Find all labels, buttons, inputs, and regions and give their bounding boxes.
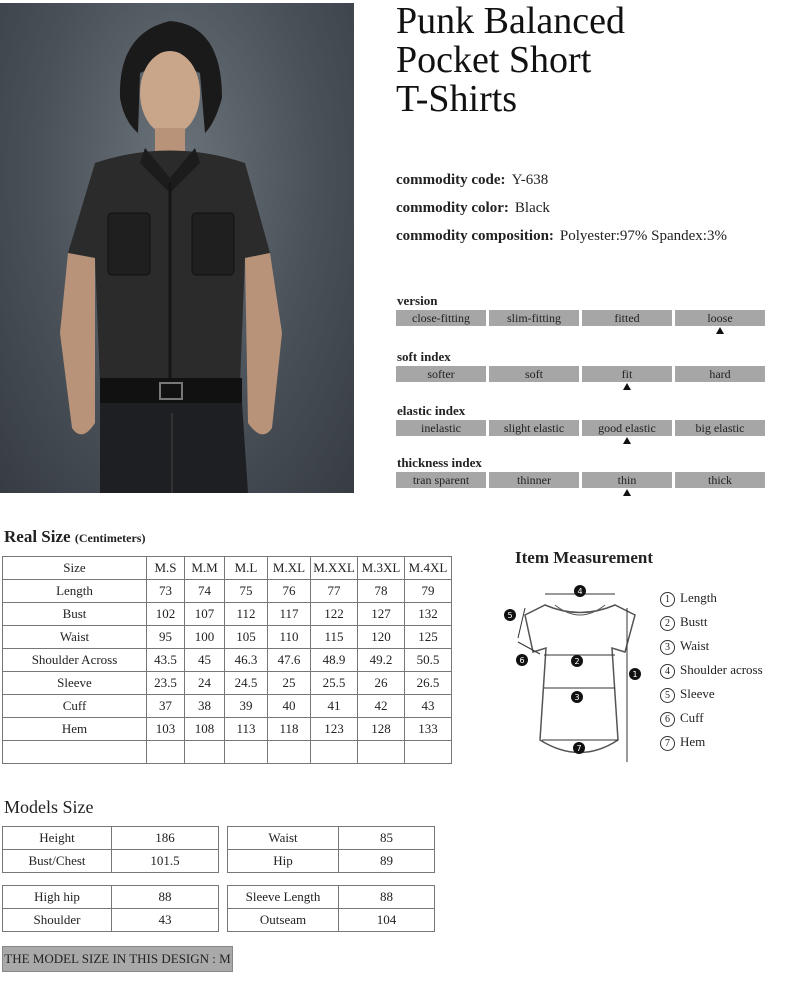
- index-option: good elastic: [582, 420, 672, 436]
- models-size-title: Models Size: [4, 797, 94, 817]
- index-bar: [396, 310, 765, 326]
- table-cell: 88: [339, 886, 435, 909]
- model-size-note: THE MODEL SIZE IN THIS DESIGN : M: [2, 946, 233, 972]
- legend-item: [660, 710, 704, 727]
- size-table: [2, 556, 452, 764]
- models-size-table: [227, 826, 435, 873]
- index-option: softer: [396, 366, 486, 382]
- table-cell: 89: [339, 850, 435, 873]
- table-cell: 76: [268, 580, 311, 603]
- table-row: [228, 886, 435, 909]
- table-cell: [185, 741, 225, 764]
- table-cell: 43: [112, 909, 219, 932]
- table-cell: 24.5: [225, 672, 268, 695]
- legend-item: [660, 662, 763, 679]
- table-cell: 25.5: [311, 672, 358, 695]
- table-cell: Bust: [3, 603, 147, 626]
- legend-item: [660, 590, 717, 607]
- table-cell: 24: [185, 672, 225, 695]
- commodity-code-row: [396, 172, 548, 189]
- table-cell: 75: [225, 580, 268, 603]
- legend-number: 4: [660, 664, 675, 679]
- index-selected-marker: [716, 327, 724, 334]
- table-row: [3, 741, 452, 764]
- index-option: close-fitting: [396, 310, 486, 326]
- table-cell: 40: [268, 695, 311, 718]
- table-cell: 26: [358, 672, 405, 695]
- table-cell: 107: [185, 603, 225, 626]
- index-option: inelastic: [396, 420, 486, 436]
- table-cell: 26.5: [405, 672, 452, 695]
- real-size-unit: (Centimeters): [74, 531, 146, 545]
- svg-text:6: 6: [519, 656, 525, 665]
- table-cell: M.M: [185, 557, 225, 580]
- table-cell: 108: [185, 718, 225, 741]
- svg-text:2: 2: [574, 657, 580, 666]
- table-cell: Cuff: [3, 695, 147, 718]
- table-row: [228, 827, 435, 850]
- index-option: slim-fitting: [489, 310, 579, 326]
- legend-number: 3: [660, 640, 675, 655]
- table-cell: Waist: [228, 827, 339, 850]
- table-row: [3, 649, 452, 672]
- table-cell: [225, 741, 268, 764]
- table-cell: Hem: [3, 718, 147, 741]
- svg-text:4: 4: [577, 587, 583, 596]
- index-selected-marker: [623, 437, 631, 444]
- table-cell: 43.5: [147, 649, 185, 672]
- table-cell: 105: [225, 626, 268, 649]
- models-size-table: [2, 885, 219, 932]
- table-row: [228, 850, 435, 873]
- index-option: loose: [675, 310, 765, 326]
- table-cell: 47.6: [268, 649, 311, 672]
- table-cell: 133: [405, 718, 452, 741]
- legend-number: 7: [660, 736, 675, 751]
- table-cell: Waist: [3, 626, 147, 649]
- table-cell: 101.5: [112, 850, 219, 873]
- table-cell: 37: [147, 695, 185, 718]
- table-cell: 128: [358, 718, 405, 741]
- table-row: [3, 626, 452, 649]
- table-cell: Sleeve Length: [228, 886, 339, 909]
- legend-label: Length: [680, 590, 717, 605]
- table-cell: 49.2: [358, 649, 405, 672]
- legend-number: 5: [660, 688, 675, 703]
- table-cell: 38: [185, 695, 225, 718]
- title-line: T-Shirts: [396, 78, 518, 120]
- product-photo: [0, 3, 354, 493]
- table-row: [228, 909, 435, 932]
- legend-number: 1: [660, 592, 675, 607]
- commodity-code-label: commodity code:: [396, 172, 506, 188]
- table-cell: M.L: [225, 557, 268, 580]
- table-cell: M.S: [147, 557, 185, 580]
- table-cell: 74: [185, 580, 225, 603]
- table-cell: [358, 741, 405, 764]
- legend-label: Cuff: [680, 710, 704, 725]
- svg-text:7: 7: [576, 744, 582, 753]
- index-option: thin: [582, 472, 672, 488]
- index-selected-marker: [623, 489, 631, 496]
- title-line: Pocket Short: [396, 39, 592, 81]
- table-cell: Hip: [228, 850, 339, 873]
- legend-label: Bustt: [680, 614, 708, 629]
- commodity-color-row: [396, 200, 550, 217]
- table-cell: [311, 741, 358, 764]
- table-cell: 103: [147, 718, 185, 741]
- index-option: thick: [675, 472, 765, 488]
- index-selected-marker: [623, 383, 631, 390]
- title-line: Punk Balanced: [396, 0, 626, 42]
- table-cell: 88: [112, 886, 219, 909]
- table-cell: 42: [358, 695, 405, 718]
- index-title: elastic index: [397, 403, 466, 418]
- table-cell: 46.3: [225, 649, 268, 672]
- table-row: [3, 603, 452, 626]
- table-cell: 118: [268, 718, 311, 741]
- commodity-color-value: Black: [514, 200, 550, 216]
- commodity-code-value: Y-638: [511, 172, 549, 188]
- legend-label: Shoulder across: [680, 662, 763, 677]
- table-cell: Sleeve: [3, 672, 147, 695]
- index-option: slight elastic: [489, 420, 579, 436]
- table-cell: Shoulder Across: [3, 649, 147, 672]
- real-size-heading: Real Size: [4, 527, 71, 546]
- real-size-title: [4, 527, 145, 547]
- table-row: [3, 827, 219, 850]
- index-option: thinner: [489, 472, 579, 488]
- models-size-table: [2, 826, 219, 873]
- index-option: fit: [582, 366, 672, 382]
- table-cell: 77: [311, 580, 358, 603]
- table-cell: Outseam: [228, 909, 339, 932]
- table-row: [3, 886, 219, 909]
- table-cell: Bust/Chest: [3, 850, 112, 873]
- table-cell: 25: [268, 672, 311, 695]
- table-cell: 95: [147, 626, 185, 649]
- table-cell: 186: [112, 827, 219, 850]
- table-cell: 122: [311, 603, 358, 626]
- table-cell: M.3XL: [358, 557, 405, 580]
- table-cell: 115: [311, 626, 358, 649]
- legend-label: Sleeve: [680, 686, 715, 701]
- table-cell: 104: [339, 909, 435, 932]
- table-cell: 117: [268, 603, 311, 626]
- table-row: [3, 718, 452, 741]
- table-cell: 113: [225, 718, 268, 741]
- commodity-composition-row: [396, 228, 727, 245]
- table-cell: Size: [3, 557, 147, 580]
- table-cell: 100: [185, 626, 225, 649]
- table-cell: M.XL: [268, 557, 311, 580]
- table-cell: 78: [358, 580, 405, 603]
- table-cell: 112: [225, 603, 268, 626]
- legend-item: [660, 638, 709, 655]
- table-cell: 50.5: [405, 649, 452, 672]
- legend-item: [660, 614, 707, 631]
- table-cell: High hip: [3, 886, 112, 909]
- svg-text:1: 1: [632, 670, 638, 679]
- index-title: soft index: [397, 349, 451, 364]
- legend-number: 6: [660, 712, 675, 727]
- commodity-color-label: commodity color:: [396, 200, 509, 216]
- table-cell: 45: [185, 649, 225, 672]
- index-title: version: [397, 293, 438, 308]
- svg-text:5: 5: [507, 611, 513, 620]
- table-cell: Shoulder: [3, 909, 112, 932]
- table-cell: [3, 741, 147, 764]
- legend-item: [660, 686, 715, 703]
- table-row: [3, 695, 452, 718]
- table-cell: 41: [311, 695, 358, 718]
- table-cell: Height: [3, 827, 112, 850]
- legend-label: Waist: [680, 638, 710, 653]
- table-row: [3, 909, 219, 932]
- index-bar: [396, 472, 765, 488]
- table-row: [3, 557, 452, 580]
- index-option: tran sparent: [396, 472, 486, 488]
- table-cell: 125: [405, 626, 452, 649]
- svg-text:3: 3: [574, 693, 580, 702]
- table-cell: M.XXL: [311, 557, 358, 580]
- table-cell: 85: [339, 827, 435, 850]
- table-row: [3, 850, 219, 873]
- table-cell: M.4XL: [405, 557, 452, 580]
- commodity-composition-value: Polyester:97% Spandex:3%: [559, 228, 727, 244]
- table-cell: 123: [311, 718, 358, 741]
- table-cell: [147, 741, 185, 764]
- table-cell: 102: [147, 603, 185, 626]
- index-option: big elastic: [675, 420, 765, 436]
- item-measurement-title: Item Measurement: [515, 548, 654, 567]
- table-row: [3, 672, 452, 695]
- table-cell: 39: [225, 695, 268, 718]
- table-cell: 79: [405, 580, 452, 603]
- index-option: soft: [489, 366, 579, 382]
- table-row: [3, 580, 452, 603]
- legend-label: Hem: [680, 734, 706, 749]
- index-title: thickness index: [397, 455, 482, 470]
- table-cell: 43: [405, 695, 452, 718]
- table-cell: 120: [358, 626, 405, 649]
- index-bar: [396, 420, 765, 436]
- index-bar: [396, 366, 765, 382]
- table-cell: 23.5: [147, 672, 185, 695]
- table-cell: Length: [3, 580, 147, 603]
- measurement-diagram: [500, 580, 650, 770]
- index-option: hard: [675, 366, 765, 382]
- index-option: fitted: [582, 310, 672, 326]
- table-cell: 48.9: [311, 649, 358, 672]
- table-cell: [405, 741, 452, 764]
- legend-item: [660, 734, 705, 751]
- table-cell: 110: [268, 626, 311, 649]
- legend-number: 2: [660, 616, 675, 631]
- table-cell: 73: [147, 580, 185, 603]
- product-title: [396, 2, 625, 119]
- table-cell: [268, 741, 311, 764]
- table-cell: 132: [405, 603, 452, 626]
- models-size-table: [227, 885, 435, 932]
- commodity-composition-label: commodity composition:: [396, 228, 554, 244]
- table-cell: 127: [358, 603, 405, 626]
